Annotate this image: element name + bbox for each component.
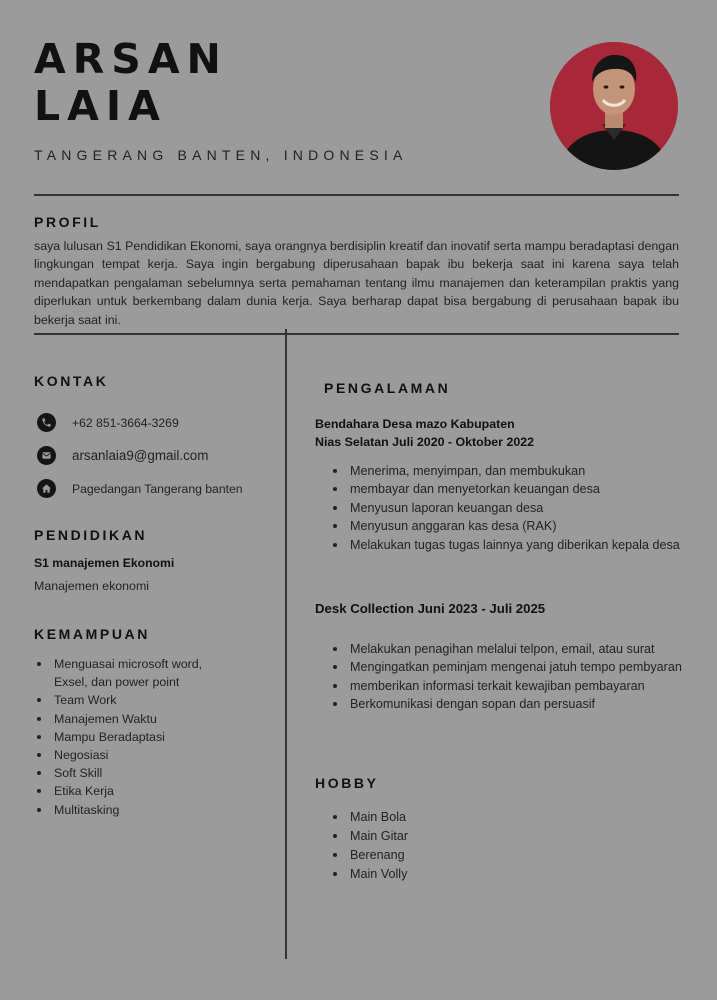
list-item: Manajemen Waktu bbox=[36, 710, 256, 728]
job-2-duties bbox=[332, 640, 689, 714]
hobby-title: HOBBY bbox=[315, 775, 379, 791]
contact-phone bbox=[37, 413, 179, 432]
list-item: Mengingatkan peminjam mengenai jatuh tempo pembyaran bbox=[332, 658, 689, 676]
skills-title: KEMAMPUAN bbox=[34, 626, 150, 642]
list-item: Negosiasi bbox=[36, 746, 256, 764]
list-item: Mampu Beradaptasi bbox=[36, 728, 256, 746]
home-icon bbox=[37, 479, 56, 498]
list-item: Main Volly bbox=[332, 865, 532, 884]
education-title: PENDIDIKAN bbox=[34, 527, 148, 543]
list-item: Main Bola bbox=[332, 808, 532, 827]
job-1-title bbox=[315, 415, 534, 451]
education-degree: S1 manajemen Ekonomi bbox=[34, 556, 175, 570]
list-item: Menerima, menyimpan, dan membukukan bbox=[332, 462, 689, 480]
contact-title: KONTAK bbox=[34, 373, 109, 389]
candidate-name bbox=[34, 36, 228, 130]
job-1-duties bbox=[332, 462, 689, 554]
skills-list bbox=[36, 655, 256, 819]
list-item: Melakukan tugas tugas lainnya yang diberikan kepala desa bbox=[332, 536, 689, 554]
profile-divider bbox=[34, 333, 679, 335]
list-item: Multitasking bbox=[36, 801, 256, 819]
portrait-illustration bbox=[550, 42, 678, 170]
email-address: arsanlaia9@gmail.com bbox=[72, 448, 209, 463]
experience-title: PENGALAMAN bbox=[324, 380, 451, 396]
list-item: Soft Skill bbox=[36, 764, 256, 782]
phone-number: +62 851-3664-3269 bbox=[72, 415, 179, 430]
job-1-title-line1: Bendahara Desa mazo Kabupaten bbox=[315, 417, 515, 431]
list-item: Etika Kerja bbox=[36, 782, 256, 800]
list-item: memberikan informasi terkait kewajiban pembayaran bbox=[332, 677, 689, 695]
education-major: Manajemen ekonomi bbox=[34, 579, 150, 593]
first-name: ARSAN bbox=[34, 35, 228, 83]
job-2-title bbox=[315, 600, 545, 618]
email-icon bbox=[37, 446, 56, 465]
column-divider bbox=[285, 329, 287, 959]
job-1-title-line2: Nias Selatan Juli 2020 - Oktober 2022 bbox=[315, 435, 535, 449]
header-divider bbox=[34, 194, 679, 196]
hobby-list bbox=[332, 808, 532, 884]
address: Pagedangan Tangerang banten bbox=[72, 481, 243, 496]
profile-title: PROFIL bbox=[34, 214, 101, 230]
last-name: LAIA bbox=[34, 82, 167, 130]
list-item: Menguasai microsoft word, bbox=[36, 655, 256, 673]
list-item: Exsel, dan power point bbox=[54, 675, 180, 690]
list-item: Menyusun laporan keuangan desa bbox=[332, 499, 689, 517]
contact-address bbox=[37, 479, 243, 498]
profile-text: saya lulusan S1 Pendidikan Ekonomi, saya orangnya berdisiplin kreatif dan inovatif serta mampu beradaptasi dengan lingkungan tempat kerja. Saya ingin bergabung diperusahaan bapak ibu bekerja saat ini karena saya telah mendapatkan pengalaman sebelumnya serta pemahaman tentang ilmu manajemen dan keterampilan praktis yang diperlukan untuk berkembang dalam dunia kerja. Saya berharap dapat bisa bergabung di perusahaan bapak ibu bekerja saat ini. bbox=[34, 239, 679, 327]
list-item: Team Work bbox=[36, 691, 256, 709]
list-item: Main Gitar bbox=[332, 827, 532, 846]
list-item: Melakukan penagihan melalui telpon, email, atau surat bbox=[332, 640, 689, 658]
profile-photo bbox=[550, 42, 678, 170]
contact-email bbox=[37, 446, 208, 465]
list-item: Berkomunikasi dengan sopan dan persuasif bbox=[332, 695, 689, 713]
job-2-title-line1: Desk Collection Juni 2023 - Juli 2025 bbox=[315, 601, 546, 616]
phone-icon bbox=[37, 413, 56, 432]
list-item: Menyusun anggaran kas desa (RAK) bbox=[332, 517, 689, 535]
list-item: Berenang bbox=[332, 846, 532, 865]
list-item: membayar dan menyetorkan keuangan desa bbox=[332, 480, 689, 498]
location: TANGERANG BANTEN, INDONESIA bbox=[34, 147, 408, 163]
